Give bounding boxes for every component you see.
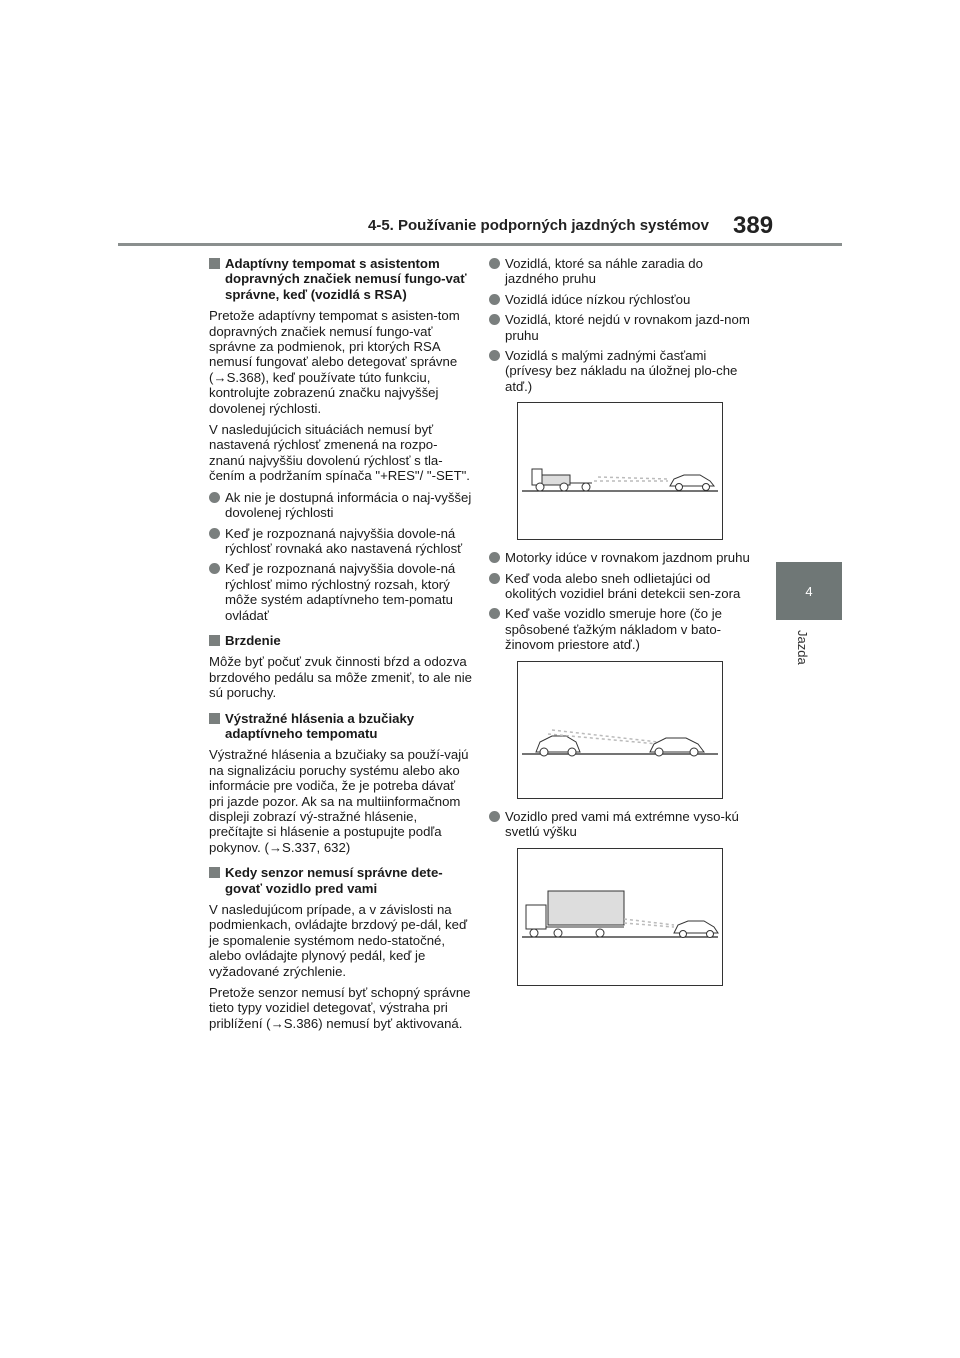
section-heading-text: Výstražné hlásenia a bzučiaky adaptívneho tempomatu [225,710,415,741]
round-bullet-icon [489,314,500,325]
list-item [209,526,473,557]
round-bullet-icon [489,294,500,305]
paragraph: V nasledujúcich situáciách nemusí byť nastavená rýchlosť zmenená na rozpo-znanú najvyššiu dovolenú rýchlosť s tla-čením a podržaním spínača "+RES"/ "-SET". [209,422,470,484]
section-header-title: 4-5. Používanie podporných jazdných systémov [368,217,709,234]
list-item-text: Vozidlá idúce nízkou rýchlosťou [505,291,691,307]
list-item-text: Ak nie je dostupná informácia o naj-vyššej dovolenej rýchlosti [225,489,472,521]
square-bullet-icon [209,635,220,646]
paragraph: V nasledujúcom prípade, a v závislosti na podmienkach, ovládajte brzdový pe-dál, keď je spomalenie systémom nedo-statočné, alebo ovládajte plynový pedál, keď je vyžadované zrýchlenie. [209,902,468,979]
list-item [489,571,753,602]
chapter-tab [776,562,842,620]
list-item-text: Motorky idúce v rovnakom jazdnom pruhu [505,550,750,566]
round-bullet-icon [209,492,220,503]
list-item-text: Vozidlo pred vami má extrémne vyso-kú svetlú výšku [505,808,739,840]
round-bullet-icon [209,528,220,539]
list-item-text: Keď je rozpoznaná najvyššia dovole-ná rýchlosť mimo rýchlostný rozsah, ktorý môže systém adaptívneho tem-pomatu ovládať [225,561,456,623]
round-bullet-icon [489,350,500,361]
list-item [209,561,473,623]
section-heading [209,865,473,896]
paragraph: Pretože adaptívny tempomat s asisten-tom dopravných značiek nemusí fungo-vať správne za podmienok, pri ktorých RSA nemusí fungovať alebo detegovať správne (→S.368), keď používate túto funkciu, kontrolujte zobrazenú značku najvyššej dovolenej rýchlosti. [209,308,460,416]
list-item [489,348,753,394]
list-item-text: Keď je rozpoznaná najvyššia dovole-ná rýchlosť rovnaká ako nastavená rýchlosť [225,525,463,556]
section-heading-text: Kedy senzor nemusí správne dete-govať vozidlo pred vami [225,865,443,896]
square-bullet-icon [209,713,220,724]
list-item-text: Vozidlá, ktoré nejdú v rovnakom jazd-nom pruhu [505,312,750,343]
section-heading [209,633,473,648]
chapter-label: Jazda [795,630,810,665]
chapter-number: 4 [805,583,813,599]
round-bullet-icon [489,573,500,584]
trailer-illustration [517,402,723,540]
uphill-illustration [517,661,723,799]
header-rule [118,243,842,246]
round-bullet-icon [489,552,500,563]
paragraph: Môže byť počuť zvuk činnosti bŕzd a odozva brzdového pedálu sa môže zmeniť, to ale nie sú poruchy. [209,654,472,701]
list-item-text: Vozidlá, ktoré sa náhle zaradia do jazdného pruhu [505,256,703,287]
list-item [489,606,753,652]
section-heading [209,711,473,742]
left-column [209,256,473,1037]
section-heading-text: Adaptívny tempomat s asistentom dopravných značiek nemusí fungo-vať správne, keď (vozidlá s RSA) [225,256,467,302]
section-heading-text: Brzdenie [225,632,281,648]
square-bullet-icon [209,867,220,878]
list-item [489,292,753,307]
truck-drawing [518,849,722,985]
list-item [489,809,753,840]
section-heading [209,256,473,302]
list-item-text: Keď voda alebo sneh odlietajúci od okolitých vozidiel bráni detekcii sen-zora [505,570,741,602]
paragraph: Výstražné hlásenia a bzučiaky sa použí-vajú na signalizáciu poruchy systému alebo ako informácie pre vodiča, že je potreba dávať pri jazde pozor. Ak sa na multiinformačnom displeji zobrazí vý-stražné hlásenie, prečítajte si hlásenie a postupujte podľa pokynov. (→S.337, 632) [209,747,469,855]
uphill-drawing [518,662,722,798]
list-item [489,550,753,565]
high-clearance-illustration [517,848,723,986]
trailer-drawing [518,403,722,539]
round-bullet-icon [489,258,500,269]
list-item [489,312,753,343]
list-item [489,256,753,287]
round-bullet-icon [209,563,220,574]
list-item-text: Vozidlá s malými zadnými časťami (prívesy bez nákladu na úložnej plo-che atď.) [505,348,738,394]
list-item-text: Keď vaše vozidlo smeruje hore (čo je spôsobené ťažkým nákladom v bato-žinovom priestore atď.) [505,606,723,653]
round-bullet-icon [489,811,500,822]
square-bullet-icon [209,258,220,269]
list-item [209,490,473,521]
page-number: 389 [733,212,774,239]
right-column [489,256,753,996]
paragraph: Pretože senzor nemusí byť schopný správne tieto typy vozidiel detegovať, výstraha pri priblížení (→S.386) nemusí byť aktivovaná. [209,985,471,1031]
round-bullet-icon [489,608,500,619]
